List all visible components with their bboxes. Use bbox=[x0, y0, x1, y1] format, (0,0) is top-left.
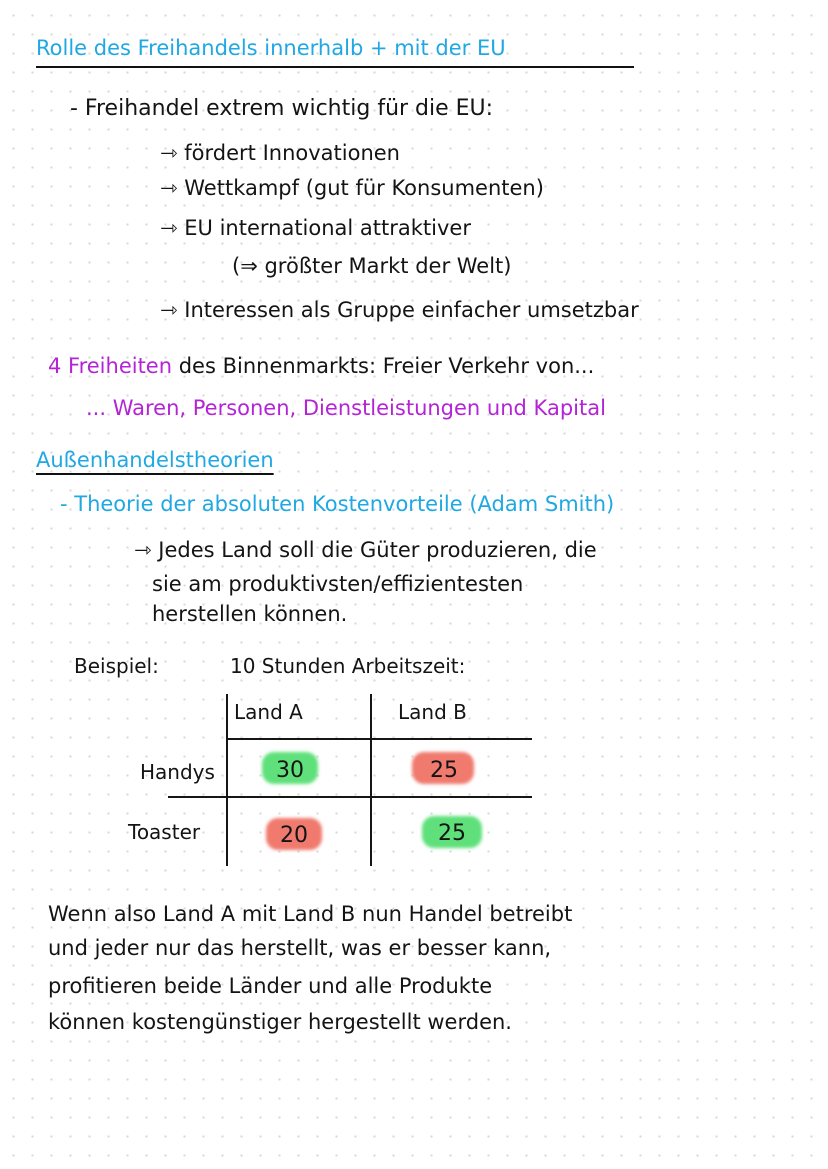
table-cell-b-toaster: 25 bbox=[438, 821, 466, 846]
theory-line-3: herstellen können. bbox=[152, 602, 348, 626]
table-header-rule bbox=[226, 738, 532, 740]
table-divider-mid bbox=[370, 694, 372, 866]
table-cell-b-handys: 25 bbox=[430, 758, 458, 783]
title-underline bbox=[36, 66, 634, 68]
conclusion-line-3: profitieren beide Länder und alle Produkte bbox=[48, 974, 493, 998]
table-cell-a-toaster: 20 bbox=[280, 823, 308, 848]
table-row-label-1: Handys bbox=[140, 760, 215, 784]
table-divider-left bbox=[226, 694, 228, 866]
table-col-b: Land B bbox=[398, 700, 467, 724]
eu-point-5: ⇾ Interessen als Gruppe einfacher umsetzbar bbox=[160, 298, 639, 322]
eu-point-1: ⇾ fördert Innovationen bbox=[160, 141, 400, 165]
freedoms-line bbox=[48, 356, 594, 377]
example-caption: 10 Stunden Arbeitszeit: bbox=[230, 654, 466, 678]
conclusion-line-1: Wenn also Land A mit Land B nun Handel betreibt bbox=[48, 902, 573, 926]
conclusion-line-2: und jeder nur das herstellt, was er besser kann, bbox=[48, 936, 552, 960]
page-title: Rolle des Freihandels innerhalb + mit der EU bbox=[36, 36, 506, 60]
table-row-label-2: Toaster bbox=[128, 820, 201, 844]
table-row-rule bbox=[168, 796, 532, 798]
eu-intro: - Freihandel extrem wichtig für die EU: bbox=[70, 96, 494, 121]
freedoms-lead: 4 Freiheiten bbox=[48, 354, 173, 378]
conclusion-line-4: können kostengünstiger hergestellt werden. bbox=[48, 1010, 512, 1034]
theory-line-1: ⇾ Jedes Land soll die Güter produzieren, die bbox=[134, 538, 597, 562]
freedoms-list: ... Waren, Personen, Dienstleistungen und Kapital bbox=[86, 396, 606, 420]
eu-point-4: (⇒ größter Markt der Welt) bbox=[232, 254, 512, 278]
theory-line-2: sie am produktivsten/effizientesten bbox=[152, 572, 524, 596]
table-col-a: Land A bbox=[234, 700, 303, 724]
table-cell-a-handys: 30 bbox=[276, 758, 304, 783]
eu-point-2: ⇾ Wettkampf (gut für Konsumenten) bbox=[160, 176, 544, 200]
example-label: Beispiel: bbox=[74, 654, 159, 678]
section-heading: Außenhandelstheorien bbox=[36, 448, 274, 472]
freedoms-rest: des Binnenmarkts: Freier Verkehr von... bbox=[172, 354, 595, 378]
eu-point-3: ⇾ EU international attraktiver bbox=[160, 216, 471, 240]
theory-title: - Theorie der absoluten Kostenvorteile (Adam Smith) bbox=[60, 492, 615, 516]
